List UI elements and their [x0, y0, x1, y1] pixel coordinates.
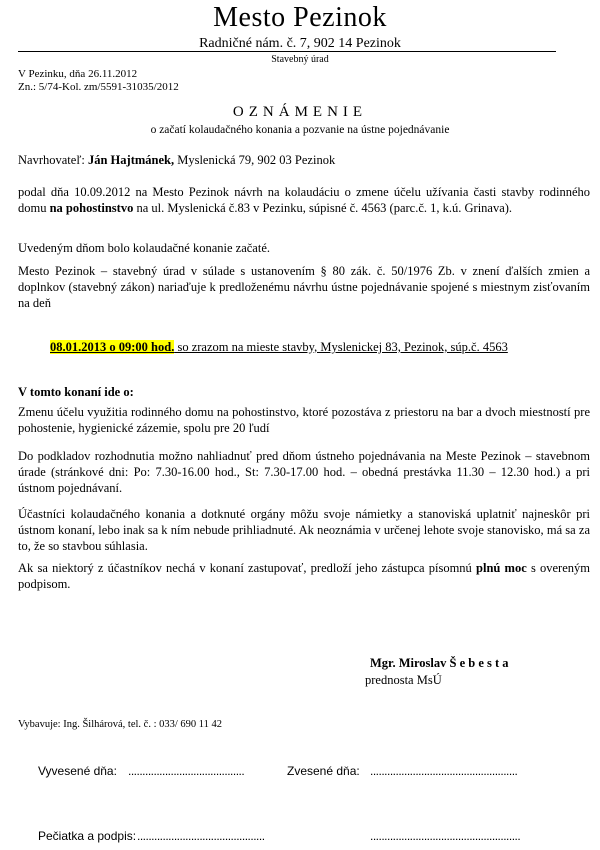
paragraph-started: Uvedeným dňom bolo kolaudačné konanie začaté.: [18, 241, 270, 255]
paragraph-bold: plnú moc: [476, 561, 527, 575]
paragraph-legal: Mesto Pezinok – stavebný úrad v súlade s ustanovením § 80 zák. č. 50/1976 Zb. v znení ďalších zmien a doplnkov (stavebný zákon) nariaďuje k predloženému návrhu ústne pojednávanie spojené s miestnym zisťovaním na deň: [18, 264, 590, 310]
paragraph-text: podal dňa 10.09.2012 na Mesto Pezinok návrh na kolaudáciu o zmene účelu užívania časti stavby rodinného domu: [18, 185, 590, 215]
stamp-signature-field-2[interactable]: .....................................................: [370, 829, 521, 843]
hearing-datetime: 08.01.2013 o 09:00 hod.: [50, 340, 175, 354]
stamp-signature-field[interactable]: .............................................: [137, 829, 265, 843]
paragraph-text: na ul. Myslenická č.83 v Pezinku, súpisné č. 4563 (parc.č. 1, k.ú. Grinava).: [133, 201, 513, 215]
paragraph-text: Ak sa niektorý z účastníkov nechá v konaní zastupovať, predloží jeho zástupca písomnú: [18, 561, 477, 575]
paragraph-objections: Účastníci kolaudačného konania a dotknuté orgány môžu svoje námietky a stanoviská uplatniť najneskôr pri ústnom konaní, lebo inak sa k ním nebude prihliadnuté. Ak neoznámia v určenej lehote svoje stanovisko, má sa za to, že so stavbou súhlasia.: [18, 507, 590, 553]
header-divider: [18, 51, 556, 52]
applicant-address: Myslenická 79, 902 03 Pezinok: [174, 153, 336, 167]
notice-heading: OZNÁMENIE: [232, 104, 368, 120]
stamp-signature-label: Pečiatka a podpis:: [38, 829, 137, 843]
notice-subheading: o začatí kolaudačného konania a pozvanie na ústne pojednávanie: [150, 124, 450, 136]
issuer-line: Vybavuje: Ing. Šilhárová, tel. č. : 033/ 690 11 42: [18, 719, 223, 730]
removed-date-field[interactable]: ....................................................: [370, 764, 518, 778]
posted-date-label: Vyvesené dňa:: [38, 764, 117, 778]
applicant-name: Ján Hajtmánek,: [87, 153, 175, 167]
paragraph-application: [18, 184, 590, 216]
document-title: Mesto Pezinok: [213, 2, 387, 33]
section-text: Zmenu účelu využitia rodinného domu na pohostinstvo, ktoré pozostáva z priestoru na bar a dvoch miestností pre pohostenie, hygienické zázemie, spolu pre 20 ľudí: [18, 405, 590, 435]
applicant-label: Navrhovateľ:: [18, 153, 85, 167]
hearing-line: [50, 340, 508, 355]
posted-date-field[interactable]: .........................................: [128, 764, 245, 778]
hearing-location: so zrazom na mieste stavby, Myslenickej 83, Pezinok, súp.č. 4563: [174, 340, 508, 354]
place-date: V Pezinku, dňa 26.11.2012: [18, 68, 138, 80]
removed-date-label: Zvesené dňa:: [287, 764, 360, 778]
section-heading: V tomto konaní ide o:: [18, 385, 134, 399]
paragraph-text: s overeným podpisom.: [18, 561, 590, 591]
paragraph-representation: [18, 560, 590, 592]
reference-number: Zn.: 5/74-Kol. zm/5591-31035/2012: [18, 81, 179, 93]
office-name: Stavebný úrad: [271, 54, 329, 65]
paragraph-bold: na pohostinstvo: [49, 201, 134, 215]
paragraph-documents: Do podkladov rozhodnutia možno nahliadnuť pred dňom ústneho pojednávania na Meste Pezinok – stavebnom úrade (stránkové dni: Po: 7.30-16.00 hod., St: 7.30-17.00 hod. – obedná prestávka 11.30 – 12.30 hod.) a pri ústnom pojednávaní.: [18, 449, 590, 495]
signatory-name: Mgr. Miroslav Š e b e s t a: [370, 656, 509, 670]
office-address: Radničné nám. č. 7, 902 14 Pezinok: [199, 36, 401, 51]
signatory-position: prednosta MsÚ: [365, 673, 442, 687]
applicant-line: [18, 152, 590, 168]
